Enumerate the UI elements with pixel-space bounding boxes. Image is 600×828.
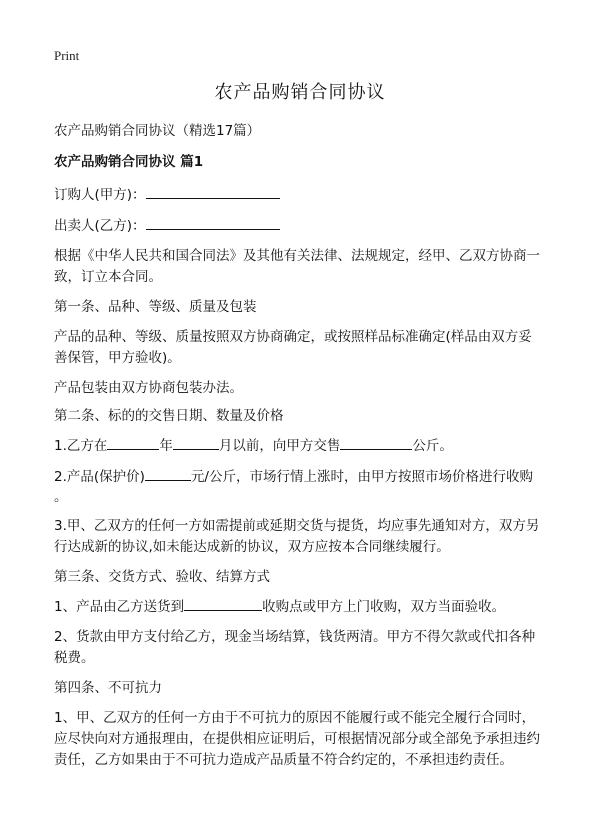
article-2-item-1 xyxy=(54,434,554,457)
seller-line xyxy=(54,214,554,237)
month-blank xyxy=(173,434,219,450)
article-4-item-1-line-3: 责任，乙方如果由于不可抗力造成产品质量不符合约定的，不承担违约责任。 xyxy=(54,752,513,768)
article-3-item-1 xyxy=(54,595,554,618)
item-1-unit: 公斤。 xyxy=(412,438,453,454)
article-4-item-1-line-1: 1、甲、乙双方的任何一方由于不可抗力的原因不能履行或不能完全履行合同时， xyxy=(54,710,536,726)
section-heading: 农产品购销合同协议 篇1 xyxy=(54,154,204,170)
article-2-item-2-end: 。 xyxy=(54,489,68,505)
item-2-prefix: 2.产品(保护价) xyxy=(54,469,145,485)
intro-line-2: 致，订立本合同。 xyxy=(54,269,162,285)
article-1-title: 第一条、品种、等级、质量及包装 xyxy=(54,299,257,315)
item-2-rest: 元/公斤，市场行情上涨时，由甲方按照市场价格进行收购 xyxy=(190,469,533,485)
item-1-prefix: 1.乙方在 xyxy=(54,438,108,454)
article-2-item-3-line-2: 行达成新的协议,如未能达成新的协议，双方应按本合同继续履行。 xyxy=(54,539,450,555)
article-2-item-2 xyxy=(54,465,554,488)
quantity-blank xyxy=(340,434,412,450)
article-2-item-3-line-1: 3.甲、乙双方的任何一方如需提前或延期交货与提货，均应事先通知对方，双方另 xyxy=(54,518,540,534)
buyer-line xyxy=(54,183,554,206)
print-link[interactable]: Print xyxy=(54,48,80,63)
year-blank xyxy=(107,434,159,450)
article-3-title: 第三条、交货方式、验收、结算方式 xyxy=(54,569,270,585)
document-title: 农产品购销合同协议 xyxy=(214,82,386,103)
item-1-year: 年 xyxy=(159,438,173,454)
art3-item-1-rest: 收购点或甲方上门收购，双方当面验收。 xyxy=(262,599,506,615)
seller-blank xyxy=(146,214,280,230)
article-2-title: 第二条、标的的交售日期、数量及价格 xyxy=(54,408,284,424)
article-4-item-1-line-2: 应尽快向对方通报理由，在提供相应证明后，可根据情况部分或全部免予承担违约 xyxy=(54,731,540,747)
seller-label: 出卖人(乙方)： xyxy=(54,218,146,234)
article-1-para-1-line-1: 产品的品种、等级、质量按照双方协商确定，或按照样品标准确定(样品由双方妥 xyxy=(54,329,532,345)
article-4-title: 第四条、不可抗力 xyxy=(54,680,162,696)
item-1-month: 月以前，向甲方交售 xyxy=(218,438,341,454)
buyer-blank xyxy=(146,183,280,199)
article-1-para-1-line-2: 善保管，甲方验收)。 xyxy=(54,350,181,366)
document-subtitle: 农产品购销合同协议（精选17篇） xyxy=(54,123,261,139)
article-3-item-2-line-2: 税费。 xyxy=(54,650,95,666)
intro-line-1: 根据《中华人民共和国合同法》及其他有关法律、法规规定，经甲、乙双方协商一 xyxy=(54,248,540,264)
buyer-label: 订购人(甲方)： xyxy=(54,187,146,203)
art3-item-1-prefix: 1、产品由乙方送货到 xyxy=(54,599,185,615)
article-3-item-2-line-1: 2、货款由甲方支付给乙方，现金当场结算，钱货两清。甲方不得欠款或代扣各种 xyxy=(54,629,536,645)
delivery-location-blank xyxy=(184,595,262,611)
price-blank xyxy=(145,465,191,481)
article-1-para-2: 产品包装由双方协商包装办法。 xyxy=(54,380,243,396)
